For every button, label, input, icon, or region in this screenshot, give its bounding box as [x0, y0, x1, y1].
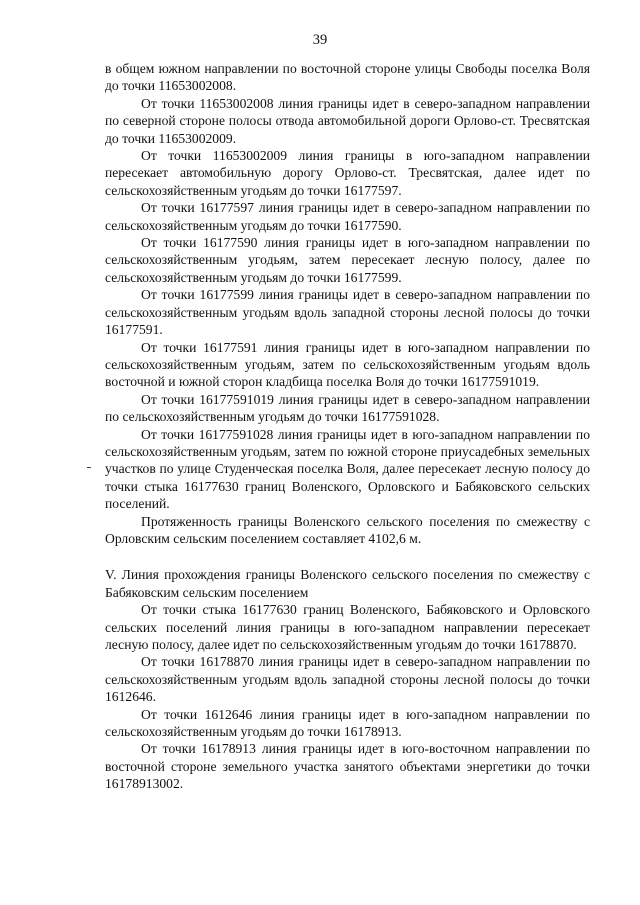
- margin-mark: [87, 467, 91, 468]
- section-paragraph-1: От точки стыка 16177630 границ Воленского, Бабяковского и Орловского сельских поселений линия границы в юго-западном направлении пересекает лесную полосу, далее идет по сельскохозяйственным угодьям до точки 16178870.: [105, 602, 590, 652]
- section-heading: V. Линия прохождения границы Воленского сельского поселения по смежеству с Бабяковским сельским поселением: [105, 567, 590, 600]
- paragraph-5: От точки 16177590 линия границы идет в юго-западном направлении по сельскохозяйственным угодьям, затем пересекает лесную полосу, далее по сельскохозяйственным угодьям до точки 16177599.: [105, 235, 590, 285]
- document-body: [105, 60, 590, 793]
- section-paragraph-4: От точки 16178913 линия границы идет в юго-восточном направлении по восточной стороне земельного участка занятого объектами энергетики до точки 16178913002.: [105, 741, 590, 792]
- paragraph-4: От точки 16177597 линия границы идет в северо-западном направлении по сельскохозяйственным угодьям до точки 16177590.: [105, 200, 590, 233]
- paragraph-2: От точки 11653002008 линия границы идет в северо-западном направлении по северной стороне полосы отвода автомобильной дороги Орлово-ст. Тресвятская до точки 11653002009.: [105, 95, 590, 146]
- paragraph-7: От точки 16177591 линия границы идет в юго-западном направлении по сельскохозяйственным угодьям, затем по сельскохозяйственным угодьям вдоль восточной и южной сторон кладбища поселка Воля до точки 16177591019.: [105, 339, 590, 390]
- paragraph-10: Протяженность границы Воленского сельского поселения по смежеству с Орловским сельским поселением составляет 4102,6 м.: [105, 513, 590, 546]
- section-paragraph-2: От точки 16178870 линия границы идет в северо-западном направлении по сельскохозяйственным угодьям вдоль западной стороны лесной полосы до точки 1612646.: [105, 654, 590, 705]
- paragraph-8: От точки 16177591019 линия границы идет в северо-западном направлении по сельскохозяйственным угодьям до точки 16177591028.: [105, 391, 590, 425]
- paragraph-9: От точки 16177591028 линия границы идет в юго-западном направлении по сельскохозяйственным угодьям, затем по южной стороне приусадебных земельных участков по улице Студенческая поселка Воля, далее пересекает лесную полосу до точки стыка 16177630 границ Воленского, Орловского и Бабяковского сельских поселений.: [105, 426, 590, 512]
- section-paragraph-3: От точки 1612646 линия границы идет в юго-западном направлении по сельскохозяйственным угодьям до точки 16178913.: [105, 706, 590, 740]
- paragraph-3: От точки 11653002009 линия границы в юго-западном направлении пересекает автомобильную дорогу Орлово-ст. Тресвятская, далее идет по сельскохозяйственным угодьям до точки 16177597.: [105, 148, 590, 198]
- paragraph-1: в общем южном направлении по восточной стороне улицы Свободы поселка Воля до точки 11653002008.: [105, 61, 590, 94]
- page-number: 39: [312, 32, 328, 48]
- paragraph-6: От точки 16177599 линия границы идет в северо-западном направлении по сельскохозяйственным угодьям вдоль западной стороны лесной полосы до точки 16177591.: [105, 287, 590, 338]
